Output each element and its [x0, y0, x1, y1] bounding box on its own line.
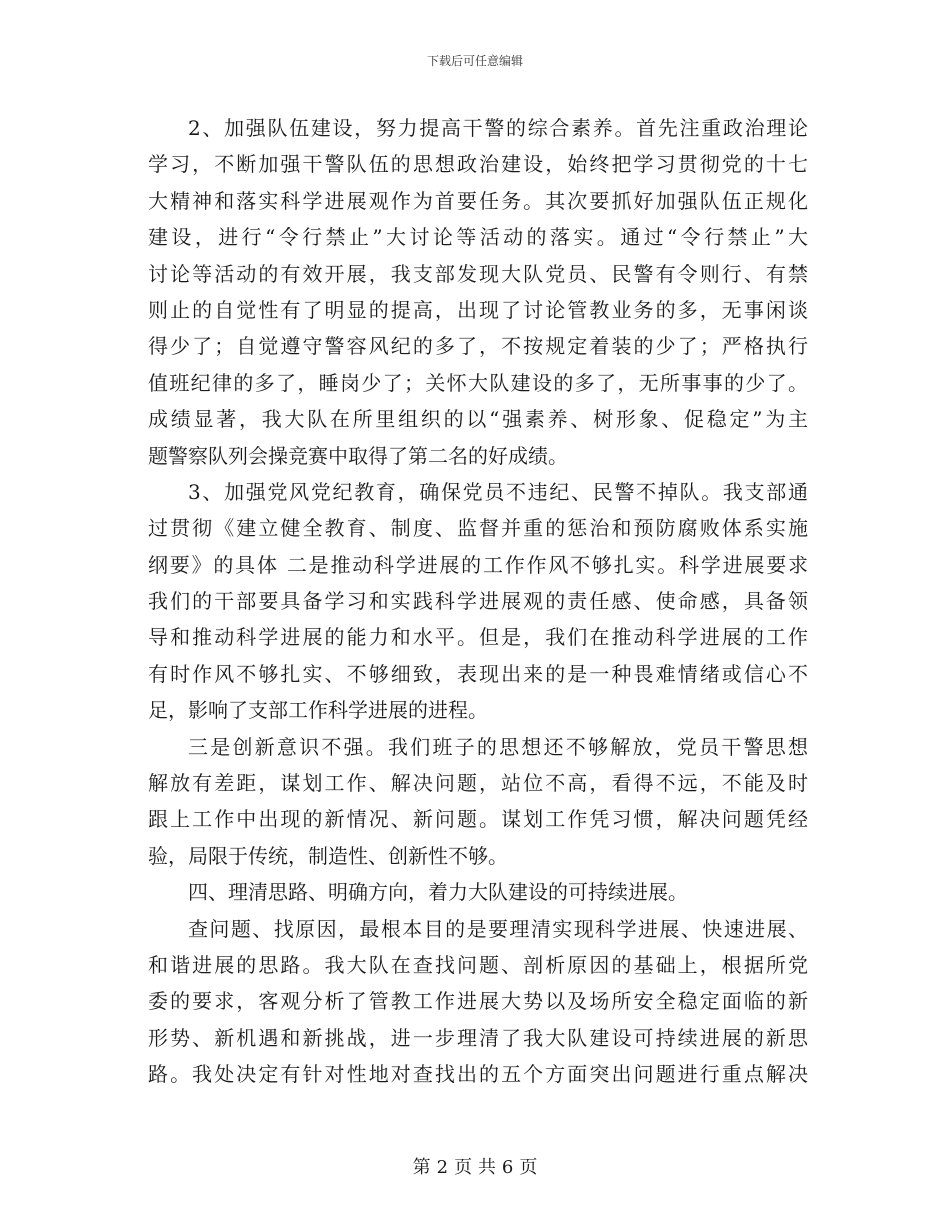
text-line: 三是创新意识不强。我们班子的思想还不够解放，党员干警思想	[188, 734, 808, 759]
text-line: 纲要》的具体 二是推动科学进展的工作作风不够扎实。科学进展要求	[148, 552, 808, 577]
footer-suffix: 页	[519, 1157, 538, 1178]
text-line: 我们的干部要具备学习和实践科学进展观的责任感、使命感，具备领	[148, 589, 808, 614]
text-line: 过贯彻《建立健全教育、制度、监督并重的惩治和预防腐败体系实施	[148, 516, 808, 541]
text-line: 则止的自觉性有了明显的提高，出现了讨论管教业务的多，无事闲谈	[148, 297, 808, 322]
text-line: 形势、新机遇和新挑战，进一步理清了我大队建设可持续进展的新思	[148, 1025, 808, 1050]
text-line: 大精神和落实科学进展观作为首要任务。其次要抓好加强队伍正规化	[148, 188, 808, 213]
page-header: 下载后可任意编辑	[426, 54, 523, 68]
text-line: 委的要求，客观分析了管教工作进展大势以及场所安全稳定面临的新	[148, 989, 808, 1014]
footer-total-pages: 6	[501, 1157, 514, 1178]
text-line: 得少了；自觉遵守警容风纪的多了，不按规定着装的少了；严格执行	[148, 334, 808, 359]
text-line: 足，影响了支部工作科学进展的进程。	[148, 698, 488, 723]
text-line: 题警察队列会操竞赛中取得了第二名的好成绩。	[148, 443, 568, 468]
text-line: 路。我处决定有针对性地对查找出的五个方面突出问题进行重点解决	[148, 1062, 808, 1087]
page-footer	[0, 1153, 950, 1179]
text-line: 3、加强党风党纪教育，确保党员不违纪、民警不掉队。我支部通	[188, 479, 808, 504]
text-line: 解放有差距，谋划工作、解决问题，站位不高，看得不远，不能及时	[148, 771, 808, 796]
text-line: 导和推动科学进展的能力和水平。但是，我们在推动科学进展的工作	[148, 625, 808, 650]
text-line: 和谐进展的思路。我大队在查找问题、剖析原因的基础上，根据所党	[148, 952, 808, 977]
text-line: 查问题、找原因，最根本目的是要理清实现科学进展、快速进展、	[188, 916, 808, 941]
footer-page-number: 2	[436, 1157, 449, 1178]
document-body	[148, 110, 808, 1093]
text-line: 成绩显著，我大队在所里组织的以“强素养、树形象、促稳定”为主	[148, 407, 808, 432]
text-line: 跟上工作中出现的新情况、新问题。谋划工作凭习惯，解决问题凭经	[148, 807, 808, 832]
text-line: 建设，进行“令行禁止”大讨论等活动的落实。通过“令行禁止”大	[148, 225, 808, 250]
text-line: 四、理清思路、明确方向，着力大队建设的可持续进展。	[188, 880, 688, 905]
text-line: 验，局限于传统，制造性、创新性不够。	[148, 843, 508, 868]
text-line: 2、加强队伍建设，努力提高干警的综合素养。首先注重政治理论	[188, 116, 808, 140]
text-line: 值班纪律的多了，睡岗少了；关怀大队建设的多了，无所事事的少了。	[148, 370, 808, 395]
footer-middle: 页 共	[454, 1157, 496, 1178]
text-line: 有时作风不够扎实、不够细致，表现出来的是一种畏难情绪或信心不	[148, 661, 808, 686]
footer-prefix: 第	[412, 1157, 431, 1178]
text-line: 学习，不断加强干警队伍的思想政治建设，始终把学习贯彻党的十七	[148, 152, 808, 177]
text-line: 讨论等活动的有效开展，我支部发现大队党员、民警有令则行、有禁	[148, 261, 808, 286]
